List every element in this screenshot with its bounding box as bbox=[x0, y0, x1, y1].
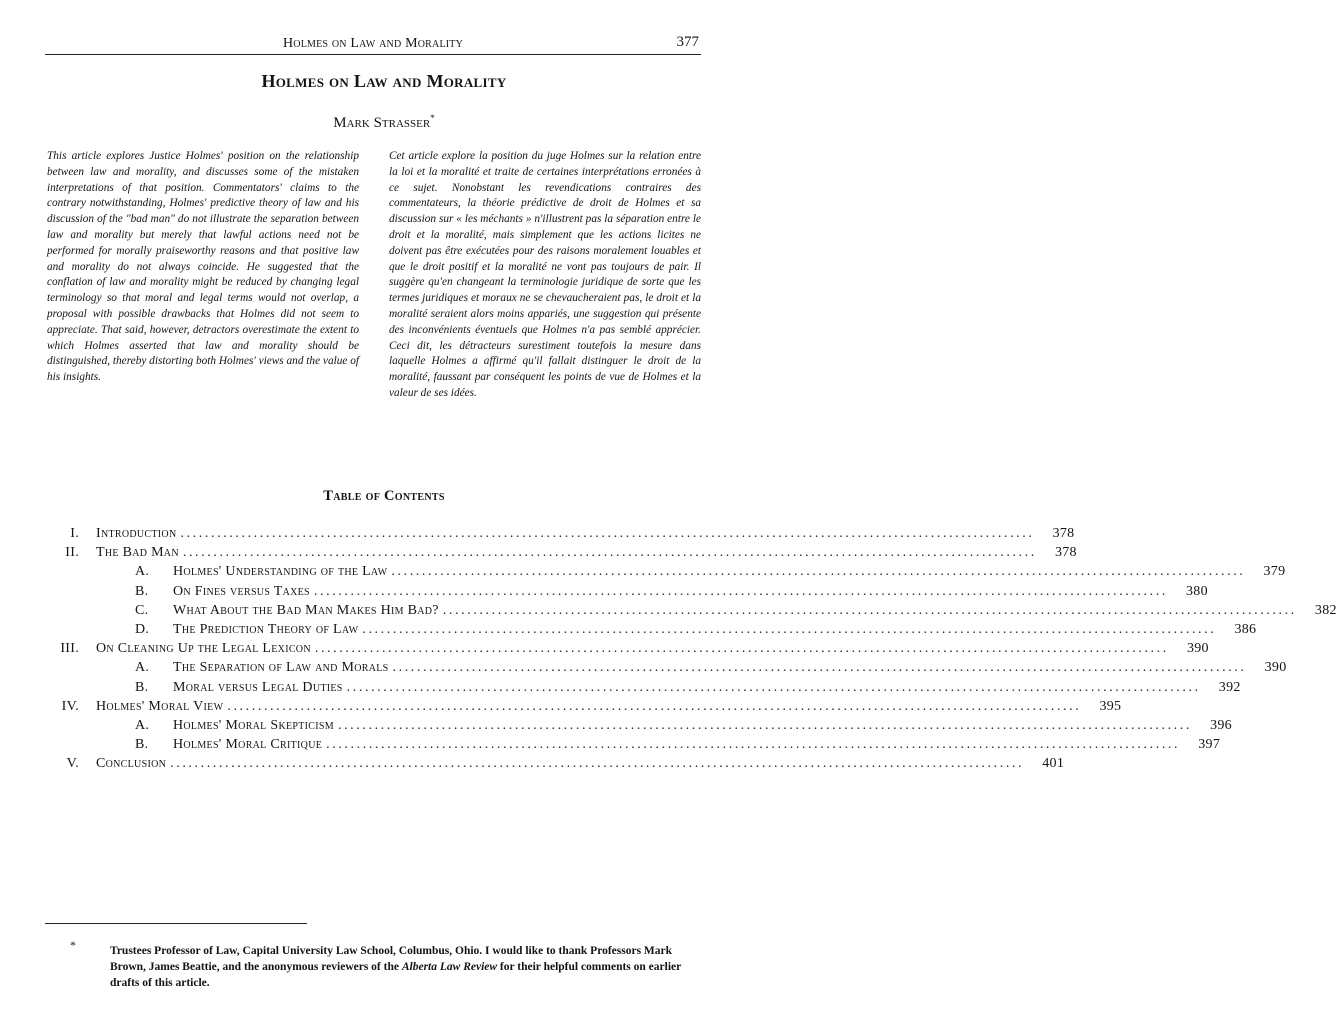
toc-entry-page: 396 bbox=[1210, 717, 1232, 733]
toc-entry-label: The Bad Man bbox=[96, 545, 179, 561]
toc-entry bbox=[45, 679, 1241, 699]
toc-leader-dots: ............................................................................................................................................ bbox=[346, 679, 1201, 695]
toc-entry-label bbox=[135, 584, 310, 600]
toc-leader-dots: ............................................................................................................................................ bbox=[362, 621, 1217, 637]
abstract-english: This article explores Justice Holmes' position on the relationship between law and morality, and discusses some of the mistaken interpretations of that position. Commentators' claims to the contrary notwithstanding, Holmes' predictive theory of law and his discussion of the "bad man" do not illustrate the separation between law and morality but merely that lawful actions need not be performed for morally praiseworthy reasons and that positive law and morality do not always coincide. He suggested that the conflation of law and morality might be reduced by changing legal terminology so that moral and legal terms would not overlap, a proposal with possible drawbacks that Holmes did not seem to appreciate. That said, however, detractors overestimate the extent to which Holmes asserted that law and morality should be distinguished, thereby distorting both Holmes' views and the value of his insights. bbox=[47, 150, 359, 384]
running-head bbox=[45, 36, 701, 55]
toc-entry-section-letter: C. bbox=[135, 602, 149, 618]
toc-entry bbox=[45, 698, 1122, 718]
toc-entry-label-text: Holmes' Moral Critique bbox=[173, 737, 323, 753]
toc-entry-label bbox=[135, 718, 334, 734]
footnote-rule bbox=[45, 923, 307, 924]
toc-leader-dots: ............................................................................................................................................ bbox=[170, 756, 1025, 772]
toc-entry-label-text: Holmes' Moral Skepticism bbox=[173, 717, 334, 733]
toc-entry-section-letter: D. bbox=[135, 621, 150, 637]
toc-entry-label bbox=[135, 564, 387, 580]
toc-leader-dots: ............................................................................................................................................ bbox=[391, 564, 1246, 580]
footnote bbox=[110, 943, 702, 991]
toc-entry bbox=[45, 717, 1232, 737]
toc-entry-section-letter: B. bbox=[135, 737, 149, 753]
toc-entry bbox=[45, 660, 1287, 679]
toc-entry-section-letter: A. bbox=[135, 717, 150, 733]
toc-entry-label: Conclusion bbox=[96, 756, 167, 772]
toc-entry-label-text: What About the Bad Man Makes Him Bad? bbox=[173, 602, 439, 618]
toc-entry bbox=[45, 621, 1257, 641]
toc-entry-label bbox=[135, 680, 343, 696]
toc-leader-dots: ............................................................................................................................................ bbox=[182, 545, 1037, 561]
author-name: Mark Strasser bbox=[333, 115, 431, 131]
toc-entry bbox=[45, 583, 1208, 603]
toc-entry-page: 378 bbox=[1054, 545, 1077, 561]
toc-entry-label-text: Moral versus Legal Duties bbox=[173, 679, 343, 695]
toc-entry-section-letter: B. bbox=[135, 679, 149, 695]
abstract-french: Cet article explore la position du juge Holmes sur la relation entre la loi et la moralité et traite de certaines interprétations erronées à ce sujet. Nonobstant les revendications contraires des commentateurs, la théorie prédictive de droit de Holmes et sa discussion sur « les méchants » n'illustrent pas la séparation entre le droit et la moralité, mais simplement que les actions licites ne doivent pas être exécutées pour des raisons moralement louables et que le droit positif et la moralité ne vont pas toujours de pair. Il suggère qu'en changeant la terminologie juridique de sorte que les termes juridiques et moraux ne se chevaucheraient pas, le droit et la moralité seraient alors moins appariés, une suggestion qui présente des inconvénients éventuels que Holmes n'a pas semblé apprécier. Ceci dit, les détracteurs surestiment toutefois la mesure dans laquelle Holmes a affirmé qu'il fallait distinguer le droit de la moralité, faussant par conséquent les points de vue de Holmes et la valeur de ses idées. bbox=[389, 150, 701, 399]
running-head-title: Holmes on Law and Morality bbox=[282, 36, 464, 51]
toc-entry bbox=[45, 602, 1337, 622]
toc-entry-label-text: The Separation of Law and Morals bbox=[173, 660, 389, 676]
toc-entry-label bbox=[135, 622, 358, 638]
toc-entry-label-text: On Fines versus Taxes bbox=[173, 583, 310, 599]
article-title: Holmes on Law and Morality bbox=[261, 71, 507, 91]
toc-entry-number: II. bbox=[65, 545, 79, 561]
toc-entry-page: 392 bbox=[1218, 679, 1241, 695]
toc-entry-number: IV. bbox=[61, 698, 79, 714]
toc-entry bbox=[45, 526, 1075, 545]
toc-entry bbox=[45, 756, 1065, 775]
toc-entry-label-text: The Prediction Theory of Law bbox=[173, 621, 359, 637]
toc-entry-page: 397 bbox=[1198, 737, 1221, 753]
footnote-text-end: for their helpful comments on earlier drafts of this article. bbox=[110, 961, 682, 989]
toc-entry-page: 390 bbox=[1264, 660, 1287, 676]
toc-entry-label: Introduction bbox=[96, 526, 177, 541]
toc-entry-label bbox=[135, 603, 439, 619]
toc-entry-label bbox=[135, 660, 389, 676]
toc-entry-page: 386 bbox=[1234, 621, 1257, 637]
toc-entry-page: 379 bbox=[1263, 564, 1286, 580]
author-line bbox=[0, 113, 768, 132]
toc-leader-dots: ............................................................................................................................................ bbox=[326, 737, 1181, 753]
toc-entry-page: 395 bbox=[1099, 698, 1122, 714]
toc-entry-number: V. bbox=[66, 756, 79, 772]
toc-entry-section-letter: A. bbox=[135, 660, 150, 676]
toc-leader-dots: ............................................................................................................................................ bbox=[314, 641, 1169, 657]
toc-leader-dots: ............................................................................................................................................ bbox=[180, 526, 1035, 541]
toc-entry-page: 382 bbox=[1314, 602, 1337, 618]
table-of-contents bbox=[45, 526, 1337, 775]
toc-leader-dots: ............................................................................................................................................ bbox=[313, 583, 1168, 599]
footnote-journal-title: Alberta Law Review bbox=[401, 961, 498, 973]
toc-entry bbox=[45, 641, 1209, 660]
toc-entry-label-text: Holmes' Understanding of the Law bbox=[173, 564, 388, 580]
toc-entry bbox=[45, 737, 1221, 756]
toc-entry-page: 378 bbox=[1052, 526, 1075, 541]
toc-entry-page: 380 bbox=[1186, 583, 1208, 599]
toc-entry bbox=[45, 564, 1286, 583]
toc-entry-section-letter: A. bbox=[135, 564, 150, 580]
author-footnote-mark: * bbox=[430, 113, 435, 123]
toc-leader-dots: ............................................................................................................................................ bbox=[442, 602, 1297, 618]
toc-leader-dots: ............................................................................................................................................ bbox=[392, 660, 1247, 676]
toc-leader-dots: ............................................................................................................................................ bbox=[337, 717, 1192, 733]
toc-entry-number: III. bbox=[60, 641, 79, 657]
toc-entry-page: 390 bbox=[1186, 641, 1209, 657]
footnote-mark: * bbox=[70, 938, 76, 952]
toc-entry bbox=[45, 545, 1077, 564]
toc-entry-section-letter: B. bbox=[135, 583, 149, 599]
footnote-text-start: Trustees Professor of Law, Capital University Law School, Columbus, Ohio. I would like to thank Professors Mark Brown, James Beattie, and the anonymous reviewers of the bbox=[110, 945, 673, 973]
page-number: 377 bbox=[676, 34, 699, 50]
toc-entry-label: Holmes' Moral View bbox=[96, 698, 224, 714]
toc-leader-dots: ............................................................................................................................................ bbox=[227, 698, 1082, 714]
toc-entry-number: I. bbox=[70, 526, 79, 541]
toc-heading: Table of Contents bbox=[323, 488, 445, 504]
toc-entry-label bbox=[135, 737, 322, 753]
toc-entry-page: 401 bbox=[1042, 756, 1065, 772]
toc-entry-label: On Cleaning Up the Legal Lexicon bbox=[96, 641, 311, 657]
